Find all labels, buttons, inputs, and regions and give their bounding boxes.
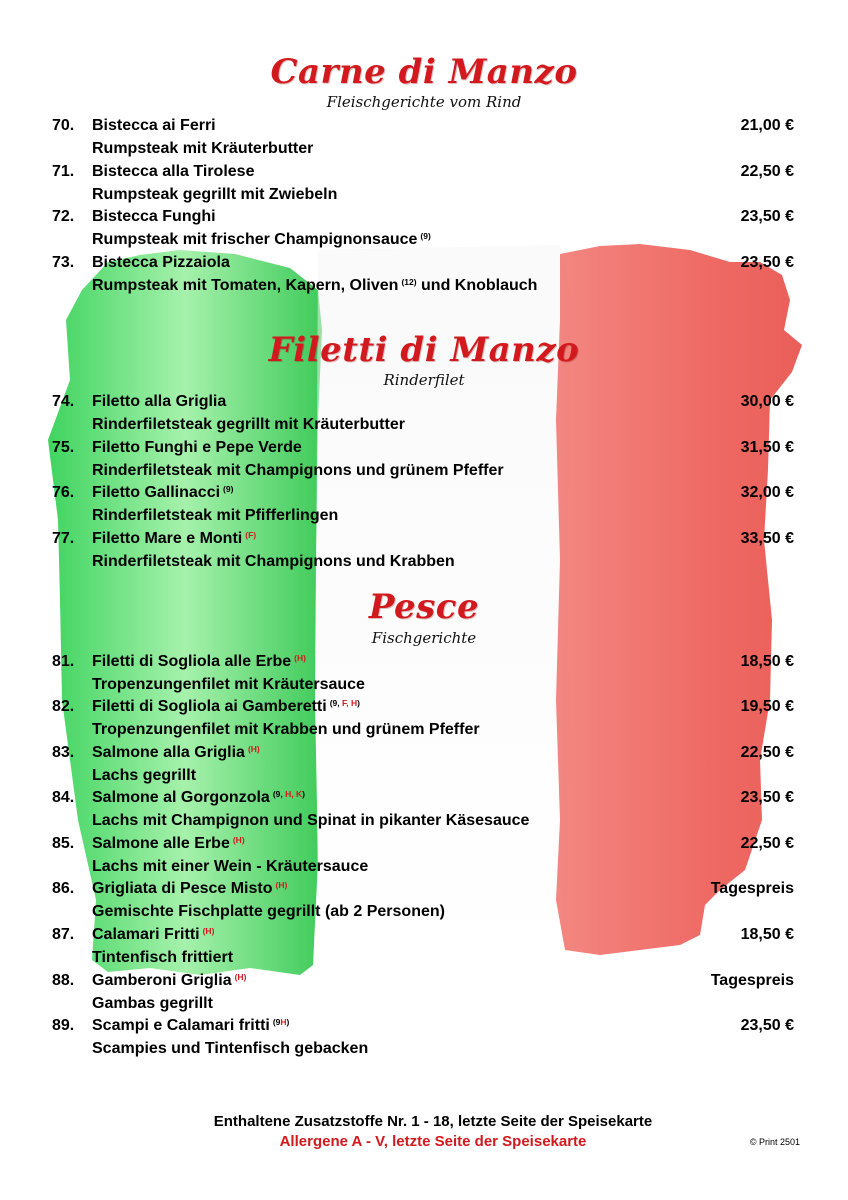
item-name-text: Filetto Mare e Monti: [92, 530, 243, 547]
item-number: 71.: [52, 163, 75, 180]
item-price: Tagespreis: [710, 880, 794, 897]
section-subtitle-filetti: Rinderfilet: [383, 371, 465, 389]
item-description: Scampies und Tintenfisch gebacken: [92, 1040, 369, 1057]
section-subtitle-pesce: Fischgerichte: [371, 629, 477, 647]
item-description: Lachs mit Champignon und Spinat in pikanter Käsesauce: [92, 812, 530, 829]
item-name: [92, 698, 360, 716]
item-price: 33,50 €: [740, 530, 794, 547]
allergen-codes: (H): [232, 835, 245, 845]
item-name: [92, 835, 245, 853]
item-name: [92, 1017, 289, 1035]
item-price: 32,00 €: [740, 484, 794, 501]
item-name-text: Scampi e Calamari fritti: [92, 1017, 270, 1034]
allergen-note: [245, 530, 256, 540]
item-price: 18,50 €: [740, 653, 794, 670]
item-price: 22,50 €: [740, 835, 794, 852]
item-price: 19,50 €: [740, 698, 794, 715]
item-number: 89.: [52, 1017, 75, 1034]
item-number: 76.: [52, 484, 75, 501]
section-title-pesce: Pesce: [368, 587, 480, 627]
item-description: Tropenzungenfilet mit Kräutersauce: [92, 676, 365, 693]
additives-footer-note: Enthaltene Zusatzstoffe Nr. 1 - 18, letzte Seite der Speisekarte: [213, 1113, 653, 1130]
menu-item: [0, 117, 848, 163]
item-name: [92, 653, 306, 671]
item-number: 85.: [52, 835, 75, 852]
item-name: [92, 484, 233, 502]
allergen-note: [276, 880, 288, 890]
menu-item: [0, 835, 848, 881]
menu-item: [0, 530, 848, 576]
allergen-codes: (H): [294, 653, 306, 663]
menu-item: [0, 972, 848, 1018]
item-name: Bistecca alla Tirolese: [92, 163, 255, 180]
menu-item: [0, 698, 848, 744]
menu-item: [0, 1017, 848, 1063]
item-number: 82.: [52, 698, 75, 715]
item-price: 22,50 €: [740, 163, 794, 180]
allergen-note: [273, 789, 305, 799]
item-number: 73.: [52, 254, 75, 271]
description-text: Rumpsteak mit frischer Champignonsauce: [92, 231, 418, 248]
menu-item: [0, 254, 848, 300]
allergen-note: [273, 1017, 290, 1027]
item-name: [92, 530, 256, 548]
item-name-text: Salmone alle Erbe: [92, 835, 230, 852]
item-description: Lachs gegrillt: [92, 767, 197, 784]
allergen-codes: (H): [247, 744, 260, 754]
item-price: 23,50 €: [740, 789, 794, 806]
item-name: [92, 744, 260, 762]
additive-note: (9): [420, 231, 431, 241]
item-name-text: Grigliata di Pesce Misto: [92, 880, 273, 897]
allergen-codes: (H): [202, 926, 215, 936]
allergen-codes: (H): [275, 880, 288, 890]
allergen-note: [330, 698, 360, 708]
menu-item: [0, 744, 848, 790]
additive-codes: (9,: [329, 698, 340, 708]
item-name-text: Calamari Fritti: [92, 926, 200, 943]
section-title-filetti: Filetti di Manzo: [268, 330, 580, 370]
item-description: Rinderfiletsteak mit Pfifferlingen: [92, 507, 339, 524]
item-price: Tagespreis: [710, 972, 794, 989]
item-name: Filetto Funghi e Pepe Verde: [92, 439, 302, 456]
note-close: ): [302, 789, 305, 799]
item-description: Tropenzungenfilet mit Krabben und grünem Pfeffer: [92, 721, 480, 738]
allergens-footer-note: Allergene A - V, letzte Seite der Speisekarte: [279, 1133, 587, 1150]
item-number: 87.: [52, 926, 75, 943]
item-name-text: Filetto Gallinacci: [92, 484, 221, 501]
allergen-codes: H: [280, 1017, 287, 1027]
item-number: 74.: [52, 393, 75, 410]
item-number: 84.: [52, 789, 75, 806]
print-code: © Print 2501: [749, 1137, 800, 1147]
allergen-codes: H, K: [282, 789, 303, 799]
allergen-codes: (H): [234, 972, 247, 982]
menu-item: [0, 926, 848, 972]
note-close: ): [286, 1017, 290, 1027]
item-price: 30,00 €: [740, 393, 794, 410]
allergen-note: [235, 972, 247, 982]
item-price: 23,50 €: [740, 1017, 794, 1034]
item-name-text: Gamberoni Griglia: [92, 972, 232, 989]
item-name: [92, 972, 246, 990]
item-name: [92, 880, 287, 898]
item-price: 23,50 €: [740, 254, 794, 271]
item-name: [92, 926, 214, 944]
note-close: ): [357, 698, 360, 708]
description-text: Rumpsteak mit Tomaten, Kapern, Oliven: [92, 277, 399, 294]
allergen-note: [233, 835, 245, 845]
item-description: Gambas gegrillt: [92, 995, 213, 1012]
item-number: 72.: [52, 208, 75, 225]
item-name-text: Salmone al Gorgonzola: [92, 789, 270, 806]
item-description: Rumpsteak mit Kräuterbutter: [92, 140, 314, 157]
description-text: und Knoblauch: [421, 277, 538, 294]
item-name: Filetto alla Griglia: [92, 393, 227, 410]
section-subtitle-carne: Fleischgerichte vom Rind: [326, 93, 522, 111]
item-name: [92, 789, 305, 807]
item-description: Rinderfiletsteak mit Champignons und grünem Pfeffer: [92, 462, 504, 479]
allergen-codes: F, H: [339, 698, 358, 708]
item-price: 18,50 €: [740, 926, 794, 943]
section-title-carne: Carne di Manzo: [270, 52, 578, 92]
item-name-text: Filetti di Sogliola ai Gamberetti: [92, 698, 327, 715]
item-description: Rumpsteak gegrillt mit Zwiebeln: [92, 186, 338, 203]
additive-codes: (9: [272, 1017, 281, 1027]
menu-item: [0, 653, 848, 699]
item-price: 31,50 €: [740, 439, 794, 456]
item-description: Rinderfiletsteak mit Champignons und Krabben: [92, 553, 455, 570]
menu-item: [0, 163, 848, 209]
allergen-codes: (F): [245, 530, 257, 540]
item-price: 22,50 €: [740, 744, 794, 761]
item-number: 81.: [52, 653, 75, 670]
item-number: 88.: [52, 972, 75, 989]
item-name-text: Salmone alla Griglia: [92, 744, 245, 761]
item-description: Rinderfiletsteak gegrillt mit Kräuterbutter: [92, 416, 405, 433]
item-name: Bistecca Funghi: [92, 208, 216, 225]
item-description: Lachs mit einer Wein - Kräutersauce: [92, 858, 369, 875]
menu-item: [0, 484, 848, 530]
menu-item: [0, 880, 848, 926]
additive-codes: (9,: [272, 789, 283, 799]
allergen-note: [248, 744, 260, 754]
item-description: [92, 277, 537, 295]
item-price: 23,50 €: [740, 208, 794, 225]
item-price: 21,00 €: [740, 117, 794, 134]
item-number: 70.: [52, 117, 75, 134]
item-description: Tintenfisch frittiert: [92, 949, 234, 966]
item-number: 75.: [52, 439, 75, 456]
menu-item: [0, 208, 848, 254]
menu-item: [0, 789, 848, 835]
item-description: [92, 231, 431, 249]
item-number: 77.: [52, 530, 75, 547]
allergen-note: [203, 926, 215, 936]
additive-note: (9): [223, 484, 234, 494]
item-number: 86.: [52, 880, 75, 897]
menu-item: [0, 439, 848, 485]
item-name-text: Filetti di Sogliola alle Erbe: [92, 653, 292, 670]
item-name: Bistecca Pizzaiola: [92, 254, 230, 271]
menu-item: [0, 393, 848, 439]
item-description: Gemischte Fischplatte gegrillt (ab 2 Personen): [92, 903, 445, 920]
additive-note: (12): [401, 277, 417, 287]
item-name: Bistecca ai Ferri: [92, 117, 216, 134]
item-number: 83.: [52, 744, 75, 761]
allergen-note: [294, 653, 306, 663]
